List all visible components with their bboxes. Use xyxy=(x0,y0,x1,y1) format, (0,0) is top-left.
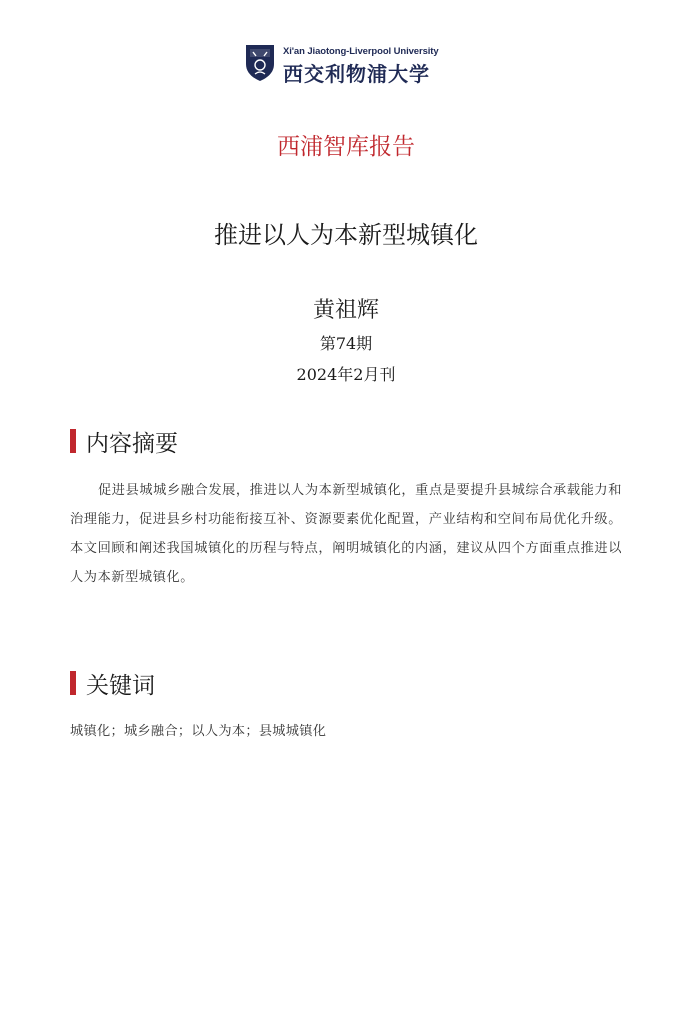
university-crest-icon xyxy=(245,44,275,82)
abstract-text: 促进县城城乡融合发展，推进以人为本新型城镇化，重点是要提升县城综合承载能力和治理能力，促进县乡村功能衔接互补、资源要素优化配置，产业结构和空间布局优化升级。本文回顾和阐述我国城镇化的历程与特点，阐明城镇化的内涵，建议从四个方面重点推进以人为本新型城镇化。 xyxy=(70,483,622,585)
keywords-text: 城镇化；城乡融合；以人为本；县城城镇化 xyxy=(70,724,327,739)
university-name-zh: 西交利物浦大学 xyxy=(283,62,430,86)
report-author: 黄祖辉 xyxy=(312,298,379,323)
keywords-heading-label: 关键词 xyxy=(86,672,155,699)
keywords-heading xyxy=(70,668,155,698)
report-issue: 第74期 xyxy=(319,334,373,353)
report-date: 2024年2月刊 xyxy=(296,365,396,384)
abstract-heading xyxy=(70,426,178,456)
university-name-en: Xi'an Jiaotong-Liverpool University xyxy=(283,46,439,57)
abstract-heading-label: 内容摘要 xyxy=(86,430,178,457)
report-title: 推进以人为本新型城镇化 xyxy=(214,221,478,249)
heading-accent-bar xyxy=(70,429,76,453)
report-series: 西浦智库报告 xyxy=(277,134,415,160)
heading-accent-bar xyxy=(70,671,76,695)
university-logo xyxy=(245,44,455,86)
